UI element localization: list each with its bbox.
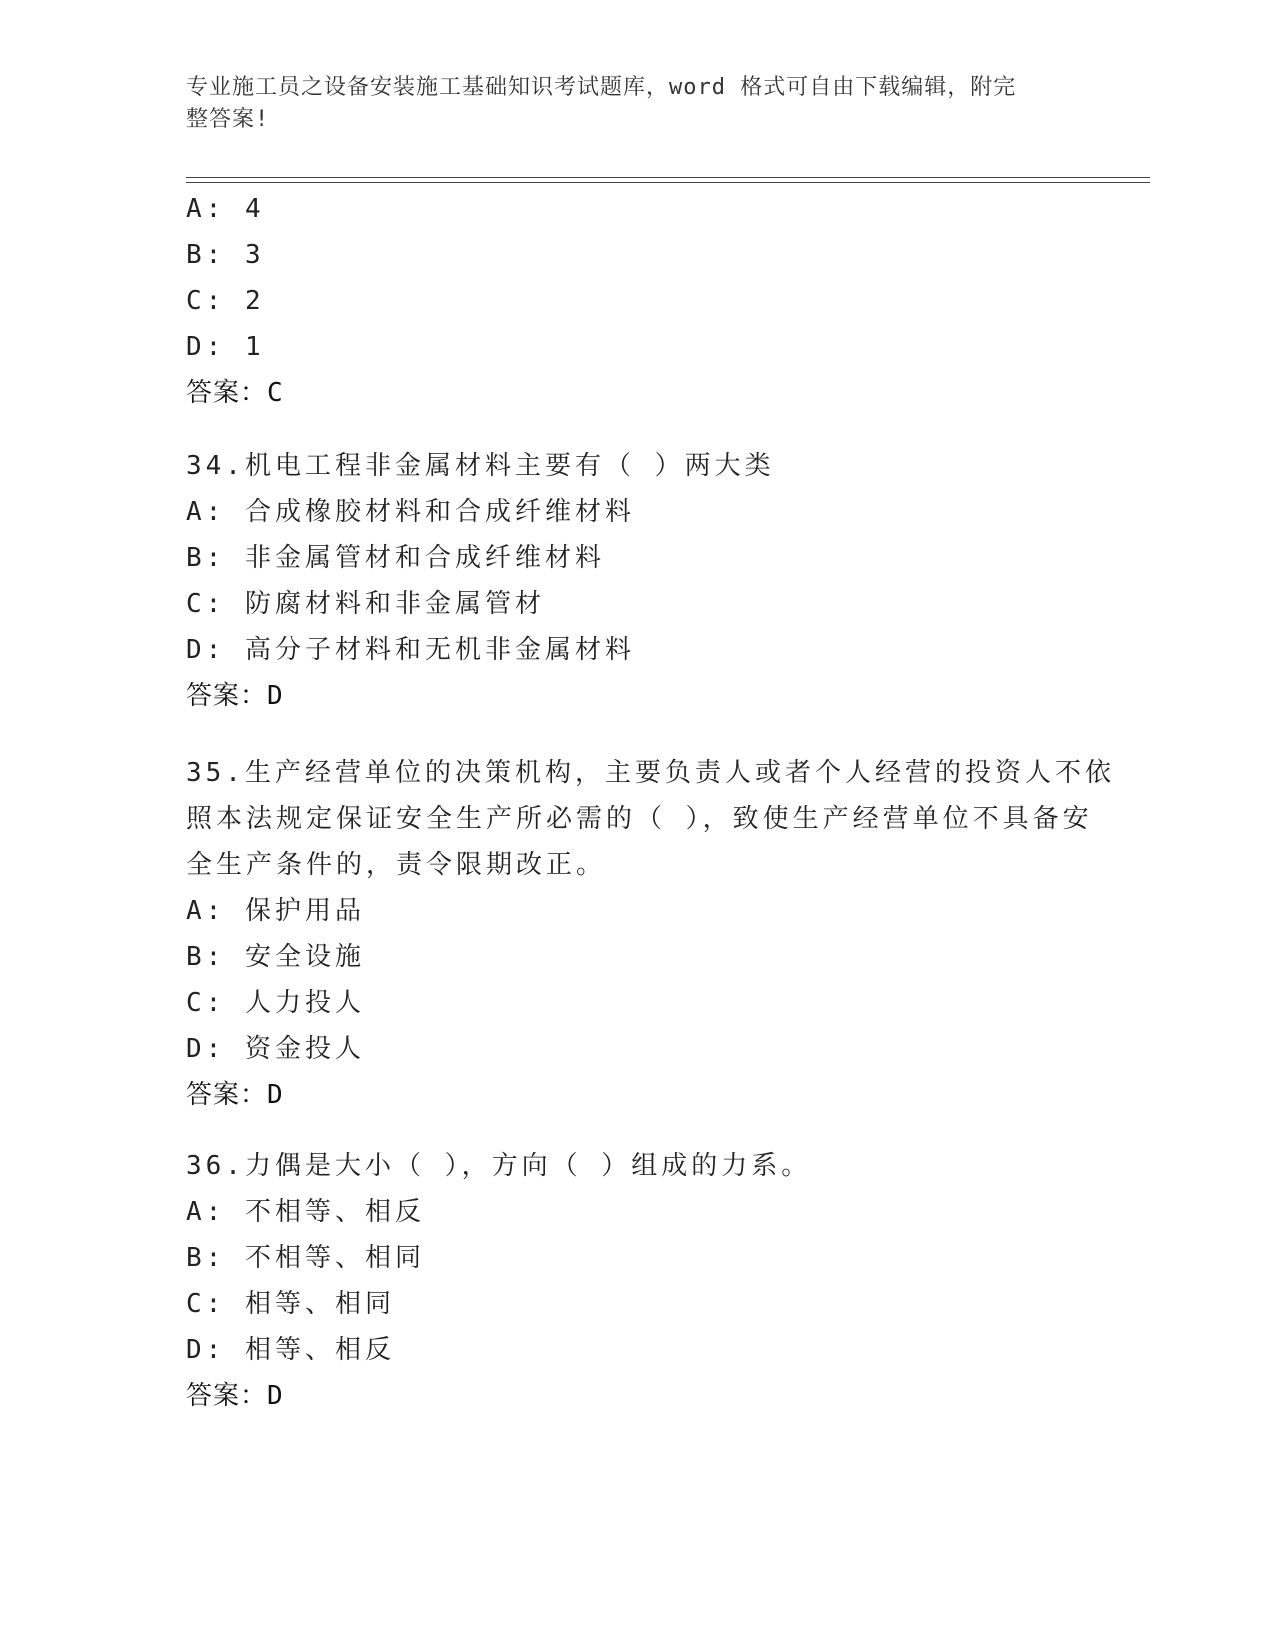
prev-question [186,186,1086,416]
option-a: A: 保护用品 [186,896,365,926]
option-a: A: 合成橡胶材料和合成纤维材料 [186,497,635,527]
question-stem-line-3: 全生产条件的，责令限期改正。 [186,850,607,880]
header-line-2: 整答案! [186,107,270,132]
option-a: A: 4 [186,194,265,224]
question-36 [186,1143,1086,1419]
answer: 答案：D [186,1381,284,1411]
question-35 [186,750,1115,1118]
question-stem: 34.机电工程非金属材料主要有（ ）两大类 [186,451,775,481]
answer: 答案：D [186,1080,284,1110]
question-34 [186,443,1086,719]
option-b: B: 3 [186,240,265,270]
answer: 答案：D [186,681,284,711]
option-a: A: 不相等、相反 [186,1197,425,1227]
option-c: C: 防腐材料和非金属管材 [186,589,545,619]
header-line-1: 专业施工员之设备安装施工基础知识考试题库，word 格式可自由下载编辑，附完 [186,75,1017,100]
question-stem-line-2: 照本法规定保证安全生产所必需的（ ），致使生产经营单位不具备安 [186,804,1093,834]
option-d: D: 资金投人 [186,1034,365,1064]
option-c: C: 相等、相同 [186,1289,395,1319]
option-b: B: 非金属管材和合成纤维材料 [186,543,605,573]
header-divider-bottom [186,182,1150,183]
answer: 答案：C [186,378,284,408]
document-header [186,72,1066,136]
option-d: D: 相等、相反 [186,1335,395,1365]
option-c: C: 2 [186,286,265,316]
header-divider-top [186,177,1150,178]
option-c: C: 人力投人 [186,988,365,1018]
option-b: B: 安全设施 [186,942,365,972]
option-d: D: 高分子材料和无机非金属材料 [186,635,635,665]
question-stem: 36.力偶是大小（ ），方向（ ）组成的力系。 [186,1151,812,1181]
question-stem-line-1: 35.生产经营单位的决策机构，主要负责人或者个人经营的投资人不依 [186,758,1115,788]
option-d: D: 1 [186,332,265,362]
option-b: B: 不相等、相同 [186,1243,425,1273]
